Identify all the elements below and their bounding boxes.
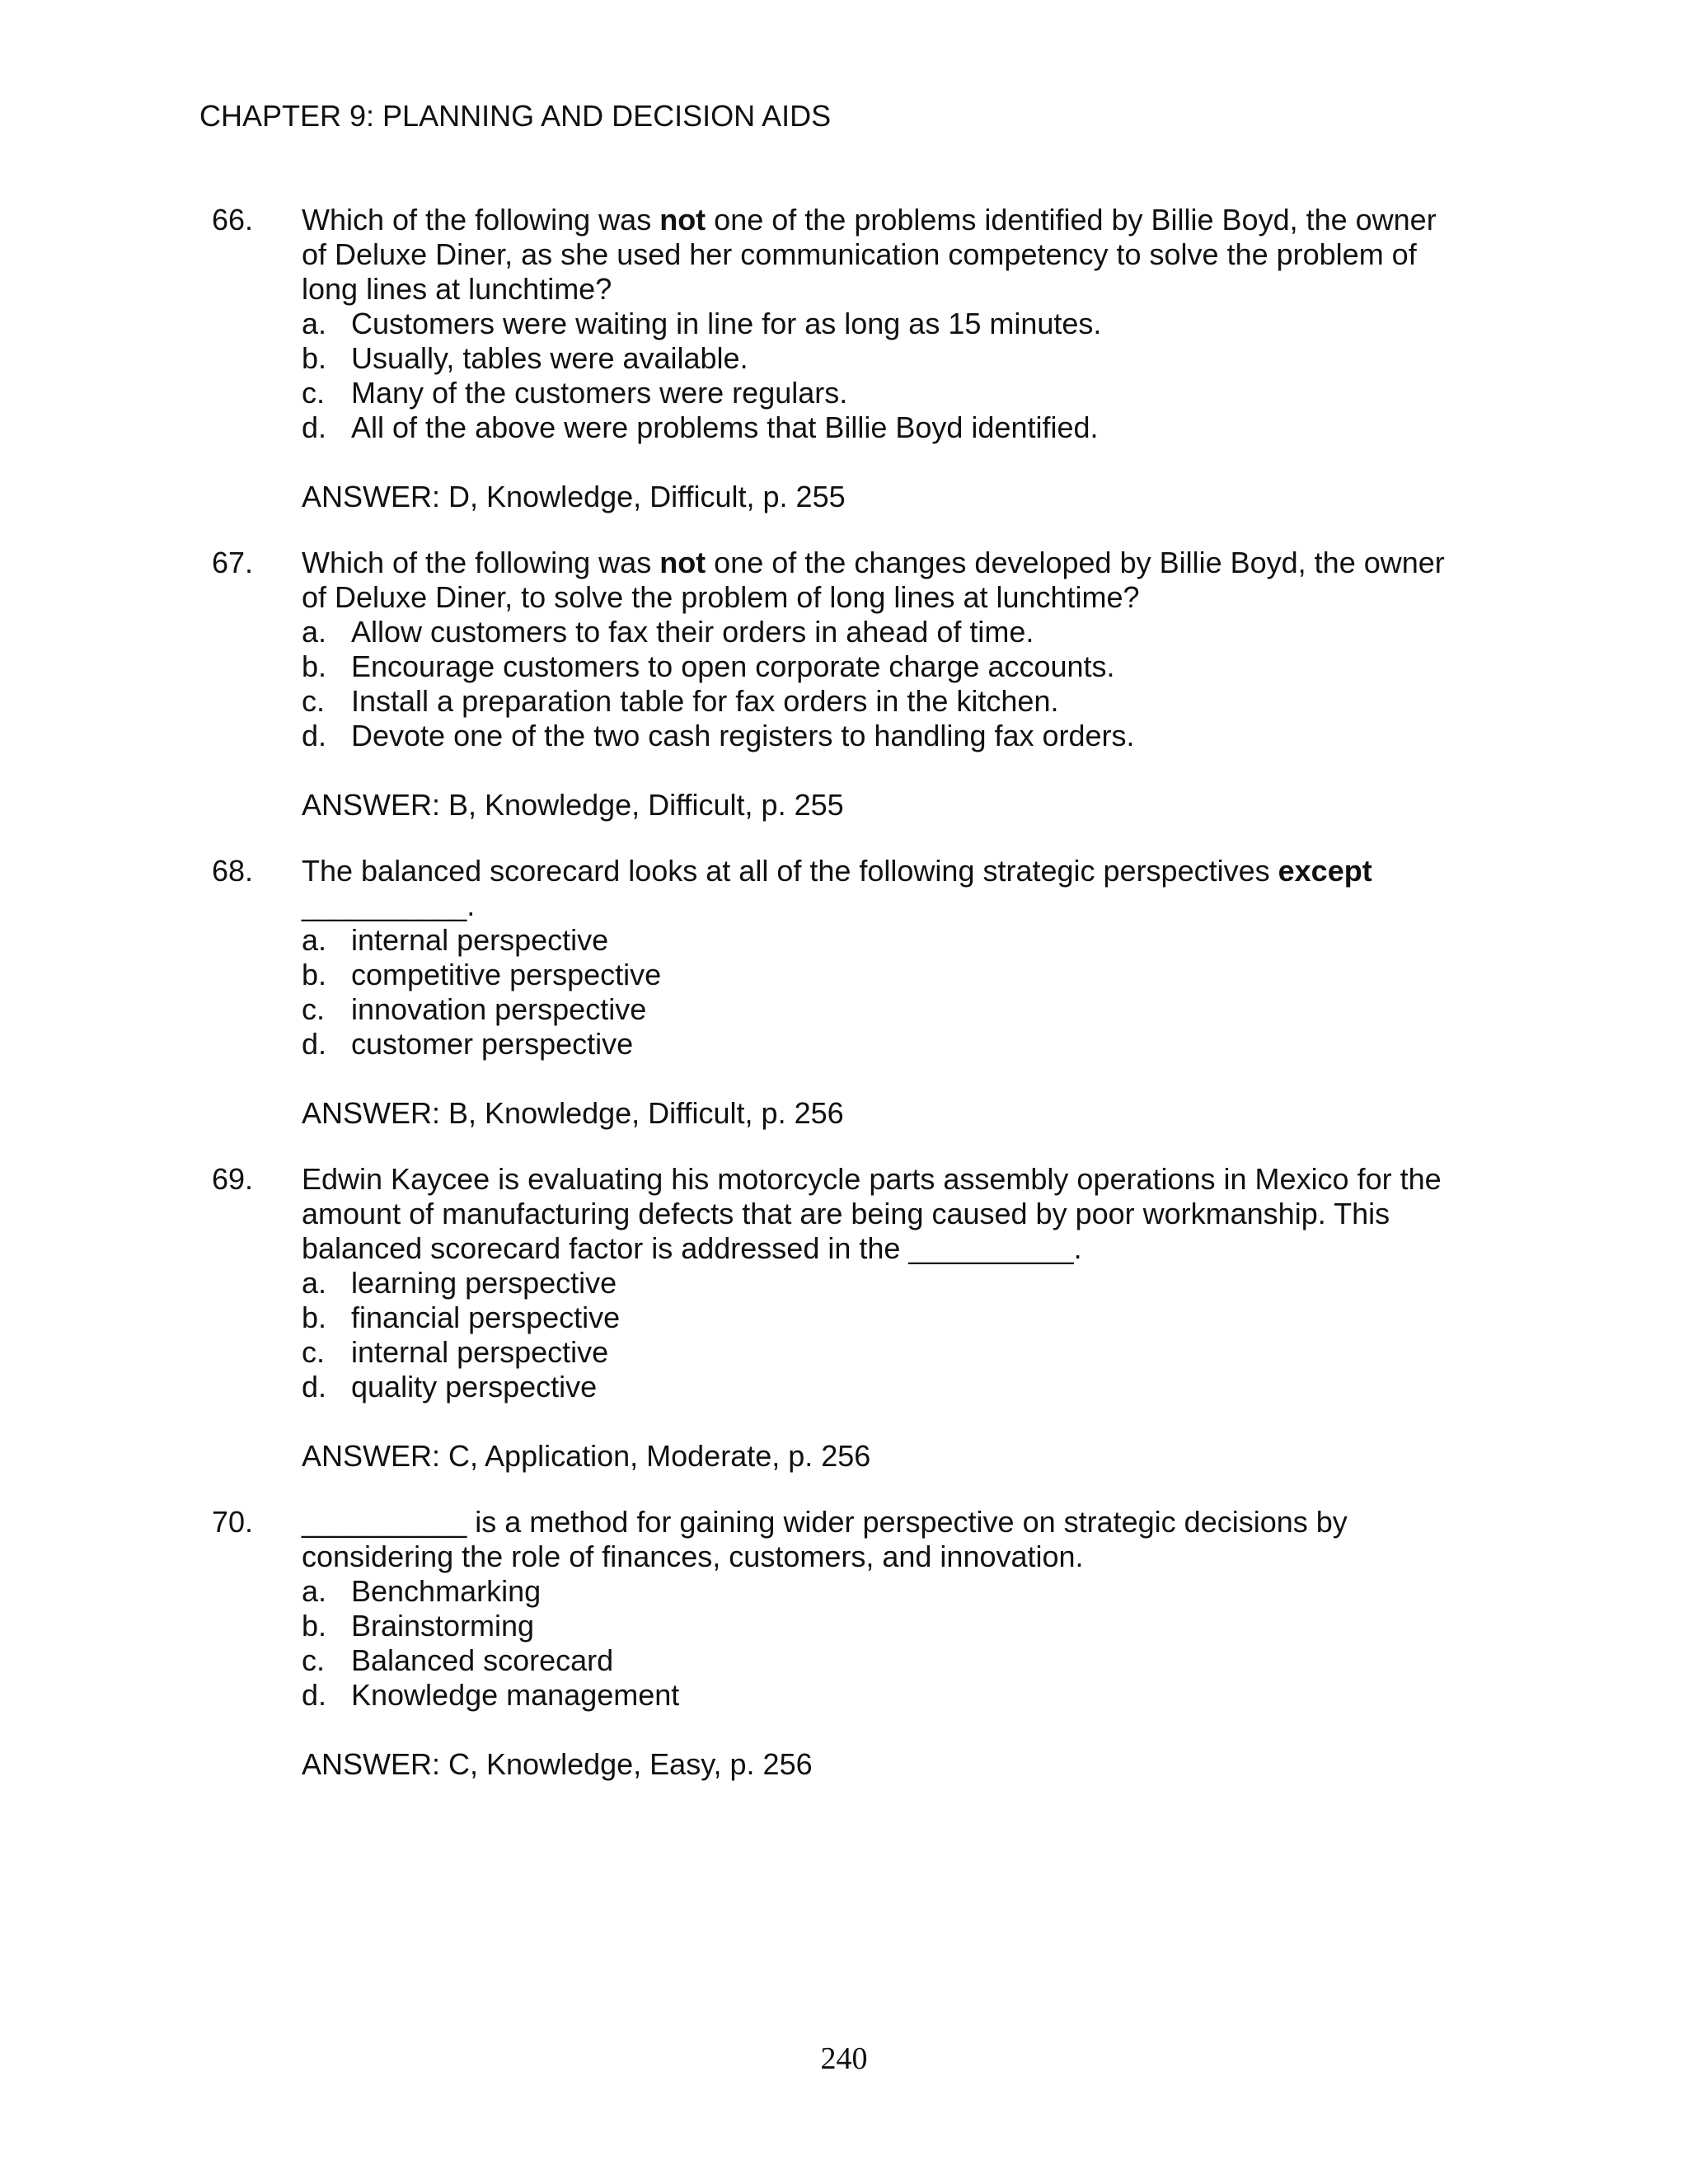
option-text: quality perspective [351, 1370, 598, 1404]
option-b [302, 958, 1513, 992]
option-letter: d. [302, 410, 327, 444]
question-line [302, 1231, 1513, 1266]
option-a [302, 1574, 1513, 1609]
question-line [302, 1505, 1513, 1540]
page-number: 240 [820, 2041, 868, 2076]
option-letter: c. [302, 1335, 326, 1369]
question-line [302, 1540, 1513, 1574]
answer-line: ANSWER: C, Knowledge, Easy, p. 256 [302, 1747, 813, 1781]
question-text: balanced scorecard factor is addressed in the __________. [302, 1231, 1082, 1265]
question-line [302, 546, 1513, 580]
option-letter: d. [302, 1027, 327, 1061]
question-text: considering the role of finances, customers, and innovation. [302, 1540, 1084, 1573]
option-d [302, 410, 1513, 445]
option-b [302, 1301, 1513, 1335]
option-d [302, 1370, 1513, 1404]
question-text: Which of the following was [302, 203, 660, 237]
option-letter: b. [302, 1301, 327, 1334]
question-body [302, 854, 1513, 1131]
question-text: one of the problems identified by Billie Boyd, the owner [706, 203, 1437, 237]
option-text: Many of the customers were regulars. [351, 376, 848, 410]
question-line [302, 272, 1513, 307]
chapter-header: CHAPTER 9: PLANNING AND DECISION AIDS [199, 99, 832, 133]
option-letter: c. [302, 992, 326, 1026]
question-emphasis: not [659, 203, 706, 237]
option-letter: d. [302, 1370, 327, 1404]
option-text: internal perspective [351, 923, 609, 957]
question-text: Edwin Kaycee is evaluating his motorcycle parts assembly operations in Mexico for the [302, 1162, 1442, 1196]
question-line [302, 888, 1513, 923]
option-letter: a. [302, 1574, 327, 1608]
option-text: All of the above were problems that Billie Boyd identified. [351, 410, 1099, 444]
question-body [302, 546, 1513, 823]
option-d [302, 719, 1513, 753]
answer-line: ANSWER: C, Application, Moderate, p. 256 [302, 1439, 871, 1473]
option-d [302, 1027, 1513, 1062]
question-text: of Deluxe Diner, to solve the problem of long lines at lunchtime? [302, 580, 1140, 614]
option-c [302, 376, 1513, 410]
answer-line: ANSWER: B, Knowledge, Difficult, p. 255 [302, 788, 844, 822]
option-c [302, 992, 1513, 1027]
question-number: 67. [212, 546, 254, 579]
option-a [302, 1266, 1513, 1301]
option-c [302, 684, 1513, 719]
question-body [302, 1162, 1513, 1474]
option-c [302, 1643, 1513, 1678]
option-letter: c. [302, 376, 326, 410]
option-text: Balanced scorecard [351, 1643, 614, 1677]
option-text: Install a preparation table for fax orders in the kitchen. [351, 684, 1059, 718]
option-b [302, 649, 1513, 684]
question-emphasis: not [659, 546, 706, 579]
option-text: Knowledge management [351, 1678, 680, 1712]
option-a [302, 615, 1513, 649]
option-text: Devote one of the two cash registers to handling fax orders. [351, 719, 1135, 752]
question-text: of Deluxe Diner, as she used her communication competency to solve the problem of [302, 237, 1417, 271]
question-text: long lines at lunchtime? [302, 272, 612, 306]
option-text: customer perspective [351, 1027, 634, 1061]
option-text: Customers were waiting in line for as long as 15 minutes. [351, 307, 1102, 340]
option-letter: a. [302, 1266, 327, 1300]
option-text: learning perspective [351, 1266, 617, 1300]
question-text: __________. [302, 888, 476, 922]
option-a [302, 307, 1513, 341]
question-body [302, 203, 1513, 514]
option-text: competitive perspective [351, 958, 662, 991]
option-letter: d. [302, 719, 327, 752]
question-text: Which of the following was [302, 546, 660, 579]
question-number: 70. [212, 1505, 254, 1539]
answer-line: ANSWER: D, Knowledge, Difficult, p. 255 [302, 480, 846, 513]
question-body [302, 1505, 1513, 1782]
option-letter: a. [302, 307, 327, 340]
question-line [302, 580, 1513, 615]
option-letter: a. [302, 923, 327, 957]
option-text: Encourage customers to open corporate charge accounts. [351, 649, 1115, 683]
option-b [302, 1609, 1513, 1643]
question-line [302, 1162, 1513, 1197]
question-text: The balanced scorecard looks at all of the following strategic perspectives [302, 854, 1278, 888]
option-text: Brainstorming [351, 1609, 535, 1643]
option-letter: d. [302, 1678, 327, 1712]
question-number: 68. [212, 854, 254, 888]
question-line [302, 203, 1513, 237]
option-d [302, 1678, 1513, 1713]
question-number: 69. [212, 1162, 254, 1196]
option-a [302, 923, 1513, 958]
question-line [302, 237, 1513, 272]
question-line [302, 854, 1513, 888]
answer-line: ANSWER: B, Knowledge, Difficult, p. 256 [302, 1096, 844, 1130]
question-number: 66. [212, 203, 254, 237]
question-emphasis: except [1278, 854, 1372, 888]
option-letter: b. [302, 341, 327, 375]
option-text: innovation perspective [351, 992, 647, 1026]
option-letter: b. [302, 958, 327, 991]
option-text: Allow customers to fax their orders in ahead of time. [351, 615, 1034, 649]
option-letter: b. [302, 1609, 327, 1643]
option-b [302, 341, 1513, 376]
option-text: Benchmarking [351, 1574, 542, 1608]
question-line [302, 1197, 1513, 1231]
option-c [302, 1335, 1513, 1370]
question-text: __________ is a method for gaining wider perspective on strategic decisions by [302, 1505, 1348, 1539]
option-text: financial perspective [351, 1301, 621, 1334]
option-text: Usually, tables were available. [351, 341, 748, 375]
question-text: amount of manufacturing defects that are being caused by poor workmanship. This [302, 1197, 1390, 1230]
option-letter: b. [302, 649, 327, 683]
option-letter: c. [302, 1643, 326, 1677]
option-letter: c. [302, 684, 326, 718]
option-text: internal perspective [351, 1335, 609, 1369]
option-letter: a. [302, 615, 327, 649]
question-text: one of the changes developed by Billie Boyd, the owner [706, 546, 1445, 579]
